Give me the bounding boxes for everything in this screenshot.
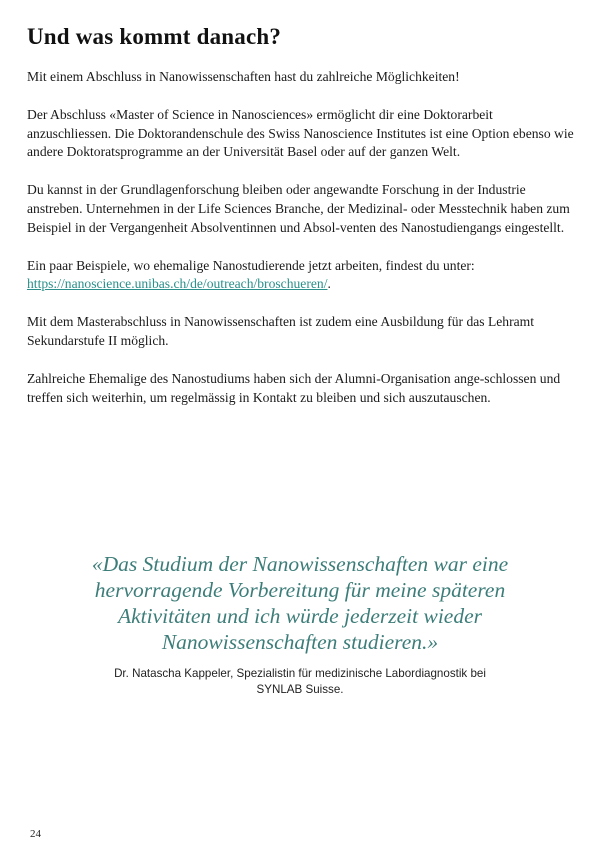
- page-number: 24: [30, 828, 41, 840]
- quote-line: «Das Studium der Nanowissenschaften war eine: [91, 552, 509, 576]
- examples-period: .: [327, 276, 331, 292]
- paragraph-teaching: Mit dem Masterabschluss in Nanowissenschaften ist zudem eine Ausbildung für das Lehramt Sekundarstufe II möglich.: [27, 314, 535, 348]
- testimonial-quote: [27, 551, 573, 655]
- examples-text: Ein paar Beispiele, wo ehemalige Nanostudierende jetzt arbeiten, findest du unter:: [27, 257, 475, 273]
- paragraph-alumni: Zahlreiche Ehemalige des Nanostudiums haben sich der Alumni-Organisation ange-schlossen und treffen sich weiterhin, um regelmässig in Kontakt zu bleiben und sich auszutauschen.: [27, 370, 561, 405]
- quote-line: hervorragende Vorbereitung für meine späteren: [94, 578, 506, 602]
- paragraph-research: Du kannst in der Grundlagenforschung bleiben oder angewandte Forschung in der Industrie anstreben. Unternehmen in der Life Sciences Branche, der Medizinal- oder Messtechnik haben zum Beispiel in der Vergangenheit Absolventinnen und Absol-venten des Nanostudiengangs eingestellt.: [27, 182, 570, 235]
- paragraph-doctorate: Der Abschluss «Master of Science in Nanosciences» ermöglicht dir eine Doktorarbeit anzuschliessen. Die Doktorandenschule des Swiss Nanoscience Institutes ist eine Option ebenso wie andere Doktoratsprogramme an der Universität Basel oder auf der ganzen Welt.: [27, 106, 574, 160]
- quote-line: Nanowissenschaften studieren.»: [161, 630, 439, 654]
- page-heading: Und was kommt danach?: [27, 24, 282, 49]
- brochures-link[interactable]: https://nanoscience.unibas.ch/de/outreach/broschueren/: [27, 276, 328, 292]
- quote-line: Aktivitäten und ich würde jederzeit wieder: [117, 604, 483, 628]
- quote-attribution: [27, 666, 573, 697]
- paragraph-examples: [27, 257, 575, 295]
- paragraph-intro: Mit einem Abschluss in Nanowissenschaften hast du zahlreiche Möglichkeiten!: [27, 69, 460, 84]
- attribution-line: SYNLAB Suisse.: [256, 682, 344, 696]
- attribution-line: Dr. Natascha Kappeler, Spezialistin für medizinische Labordiagnostik bei: [114, 667, 486, 680]
- body-text: [27, 68, 575, 426]
